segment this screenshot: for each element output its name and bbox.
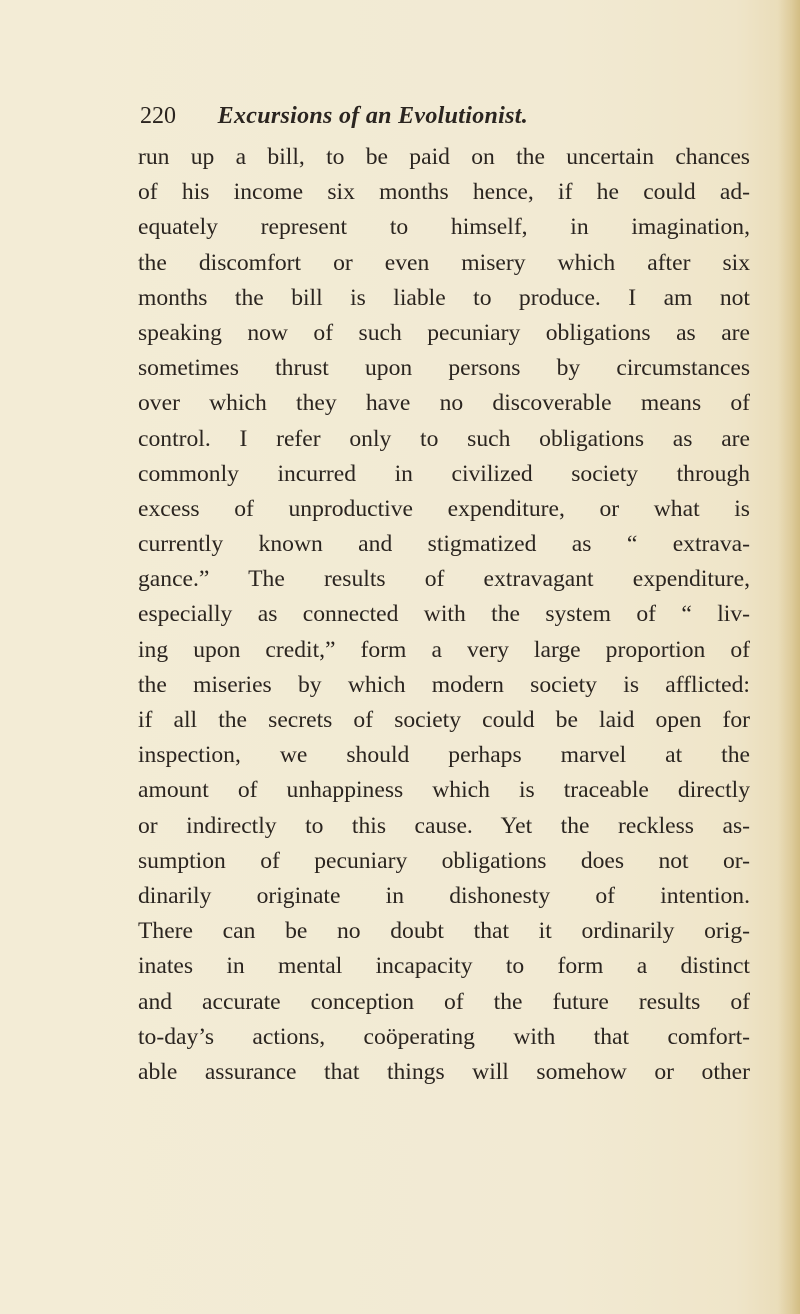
page-number: 220	[140, 103, 176, 129]
text-line: of his income six months hence, if he could ad-	[138, 179, 750, 206]
text-line: able assurance that things will somehow or other	[138, 1058, 750, 1085]
text-line: sometimes thrust upon persons by circumstances	[138, 355, 750, 382]
text-line: sumption of pecuniary obligations does not or-	[138, 847, 750, 874]
text-line: to-day’s actions, coöperating with that comfort-	[138, 1023, 750, 1050]
text-line: or indirectly to this cause. Yet the reckless as-	[138, 812, 750, 839]
text-line: equately represent to himself, in imagination,	[138, 214, 750, 241]
page-header	[140, 95, 740, 135]
text-line: gance.” The results of extravagant expenditure,	[138, 566, 750, 593]
text-line: over which they have no discoverable means of	[138, 390, 750, 417]
text-line: dinarily originate in dishonesty of intention.	[138, 882, 750, 909]
page-edge-shadow	[778, 0, 800, 1314]
text-line: commonly incurred in civilized society through	[138, 460, 750, 487]
text-line: months the bill is liable to produce. I am not	[138, 284, 750, 311]
text-line: currently known and stigmatized as “ extrava-	[138, 531, 750, 558]
text-line: and accurate conception of the future results of	[138, 988, 750, 1015]
text-line: control. I refer only to such obligations as are	[138, 425, 750, 452]
running-title: Excursions of an Evolutionist.	[217, 103, 529, 129]
text-line: inates in mental incapacity to form a distinct	[138, 953, 750, 980]
text-line: the miseries by which modern society is afflicted:	[138, 671, 750, 698]
text-line: excess of unproductive expenditure, or what is	[138, 495, 750, 522]
text-line: inspection, we should perhaps marvel at the	[138, 742, 750, 769]
text-line: ing upon credit,” form a very large proportion of	[138, 636, 750, 663]
text-line: run up a bill, to be paid on the uncertain chances	[138, 144, 750, 170]
text-line: amount of unhappiness which is traceable directly	[138, 777, 750, 804]
text-line: especially as connected with the system of “ liv-	[138, 601, 750, 628]
body-text	[138, 140, 750, 1090]
text-line: speaking now of such pecuniary obligations as are	[138, 319, 750, 346]
text-line: the discomfort or even misery which after six	[138, 249, 750, 276]
text-line: There can be no doubt that it ordinarily orig-	[138, 918, 750, 945]
text-line: if all the secrets of society could be laid open for	[138, 707, 750, 733]
